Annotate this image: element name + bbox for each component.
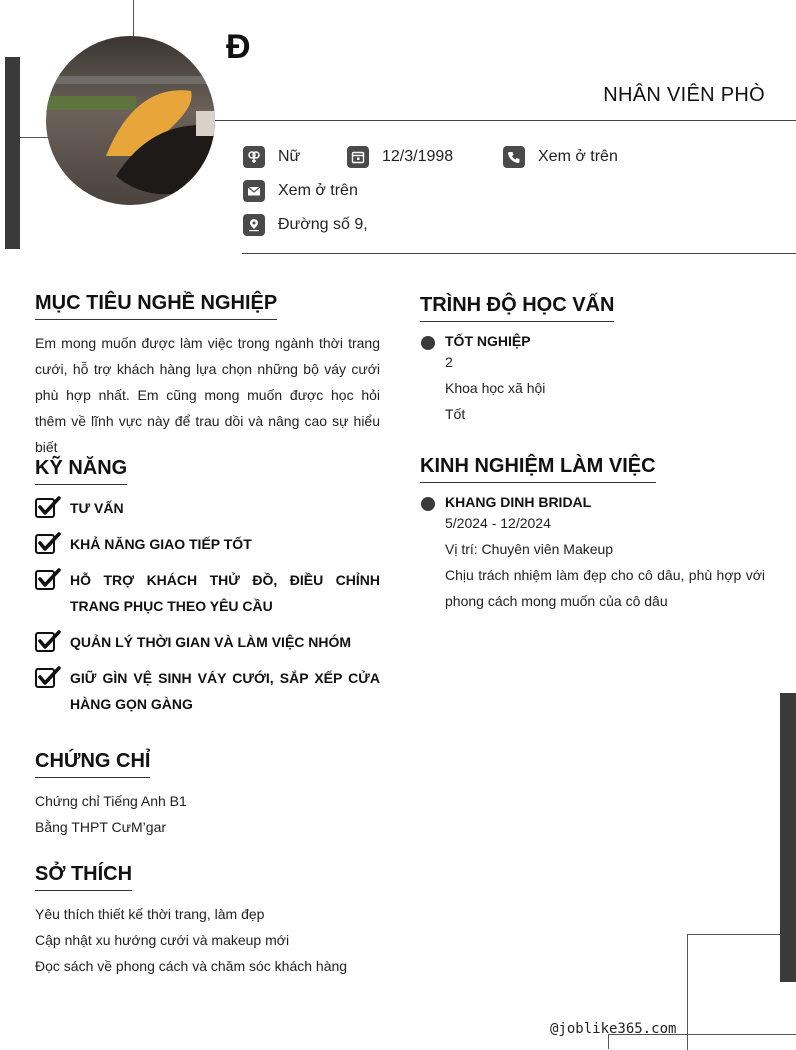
degree-title: TỐT NGHIỆP <box>445 333 531 349</box>
list-item: Bằng THPT CưM’gar <box>35 819 167 835</box>
bullet-icon <box>421 497 435 511</box>
education-detail: 2 <box>445 354 453 370</box>
list-item: Cập nhật xu hướng cưới và makeup mới <box>35 932 290 948</box>
list-item: Đọc sách về phong cách và chăm sóc khách hàng <box>35 958 348 974</box>
checkbox-icon <box>35 630 61 652</box>
gender-icon <box>243 146 265 168</box>
email-info <box>243 180 358 202</box>
divider-line <box>20 137 48 138</box>
hobbies-heading: SỞ THÍCH <box>35 863 132 891</box>
company-name: KHANG DINH BRIDAL <box>445 494 592 510</box>
header-divider <box>215 120 796 121</box>
list-item: Chứng chỉ Tiếng Anh B1 <box>35 793 187 809</box>
phone-value: Xem ở trên <box>538 148 618 165</box>
job-title: NHÂN VIÊN PHÒ <box>603 84 765 106</box>
checkbox-icon <box>35 496 61 518</box>
objective-heading: MỤC TIÊU NGHỀ NGHIỆP <box>35 292 277 320</box>
email-value: Xem ở trên <box>278 182 358 199</box>
skills-list <box>35 495 380 717</box>
skill-label: KHẢ NĂNG GIAO TIẾP TỐT <box>70 536 252 552</box>
checkbox-icon <box>35 568 61 590</box>
list-item <box>35 629 380 655</box>
certificates-list <box>35 788 187 840</box>
address-info <box>243 214 368 236</box>
education-heading: TRÌNH ĐỘ HỌC VẤN <box>420 294 614 322</box>
birthday-info <box>347 146 453 168</box>
education-major: Khoa học xã hội <box>445 380 546 396</box>
left-accent-bar <box>5 57 20 249</box>
phone-icon <box>503 146 525 168</box>
objective-text: Em mong muốn được làm việc trong ngành thời trang cưới, hỗ trợ khách hàng lựa chọn những bộ váy cưới phù hợp nhất. Em cũng mong muốn được học hỏi thêm về lĩnh vực này để trau dồi và nâng cao sự hiểu biết <box>35 335 380 455</box>
list-item <box>35 531 380 557</box>
experience-heading: KINH NGHIỆM LÀM VIỆC <box>420 455 656 483</box>
hobbies-list <box>35 901 347 979</box>
list-item <box>35 495 380 521</box>
education-entry <box>445 333 545 427</box>
header-divider <box>242 253 796 254</box>
experience-description: Chịu trách nhiệm làm đẹp cho cô dâu, phù hợp với phong cách mong muốn của cô dâu <box>445 567 765 609</box>
checkbox-icon <box>35 666 61 688</box>
skill-label: HỖ TRỢ KHÁCH THỬ ĐỒ, ĐIỀU CHỈNH TRANG PHỤC THEO YÊU CẦU <box>70 572 380 614</box>
corner-decoration <box>687 934 781 1050</box>
phone-info <box>503 146 618 168</box>
avatar <box>46 36 215 205</box>
location-icon <box>243 214 265 236</box>
skill-label: TƯ VẤN <box>70 500 124 516</box>
education-grade: Tốt <box>445 406 466 422</box>
birthday-value: 12/3/1998 <box>382 148 454 165</box>
list-item: Yêu thích thiết kế thời trang, làm đẹp <box>35 906 265 922</box>
checkbox-icon <box>35 532 61 554</box>
right-accent-bar <box>780 693 796 982</box>
candidate-name: Đ <box>226 28 251 66</box>
experience-position: Vị trí: Chuyên viên Makeup <box>445 541 614 557</box>
skill-label: QUẢN LÝ THỜI GIAN VÀ LÀM VIỆC NHÓM <box>70 634 352 650</box>
list-item <box>35 567 380 619</box>
gender-info <box>243 146 300 168</box>
divider-line <box>133 0 134 38</box>
skill-label: GIỮ GÌN VỆ SINH VÁY CƯỚI, SẮP XẾP CỬA HÀNG GỌN GÀNG <box>70 670 380 712</box>
bullet-icon <box>421 336 435 350</box>
certificates-heading: CHỨNG CHỈ <box>35 750 150 778</box>
skills-heading: KỸ NĂNG <box>35 457 127 485</box>
experience-entry <box>445 494 765 614</box>
calendar-icon <box>347 146 369 168</box>
experience-period: 5/2024 - 12/2024 <box>445 515 551 531</box>
list-item <box>35 665 380 717</box>
address-value: Đường số 9, <box>278 216 368 233</box>
watermark: @joblike365.com <box>550 1021 677 1037</box>
email-icon <box>243 180 265 202</box>
gender-value: Nữ <box>278 148 301 165</box>
